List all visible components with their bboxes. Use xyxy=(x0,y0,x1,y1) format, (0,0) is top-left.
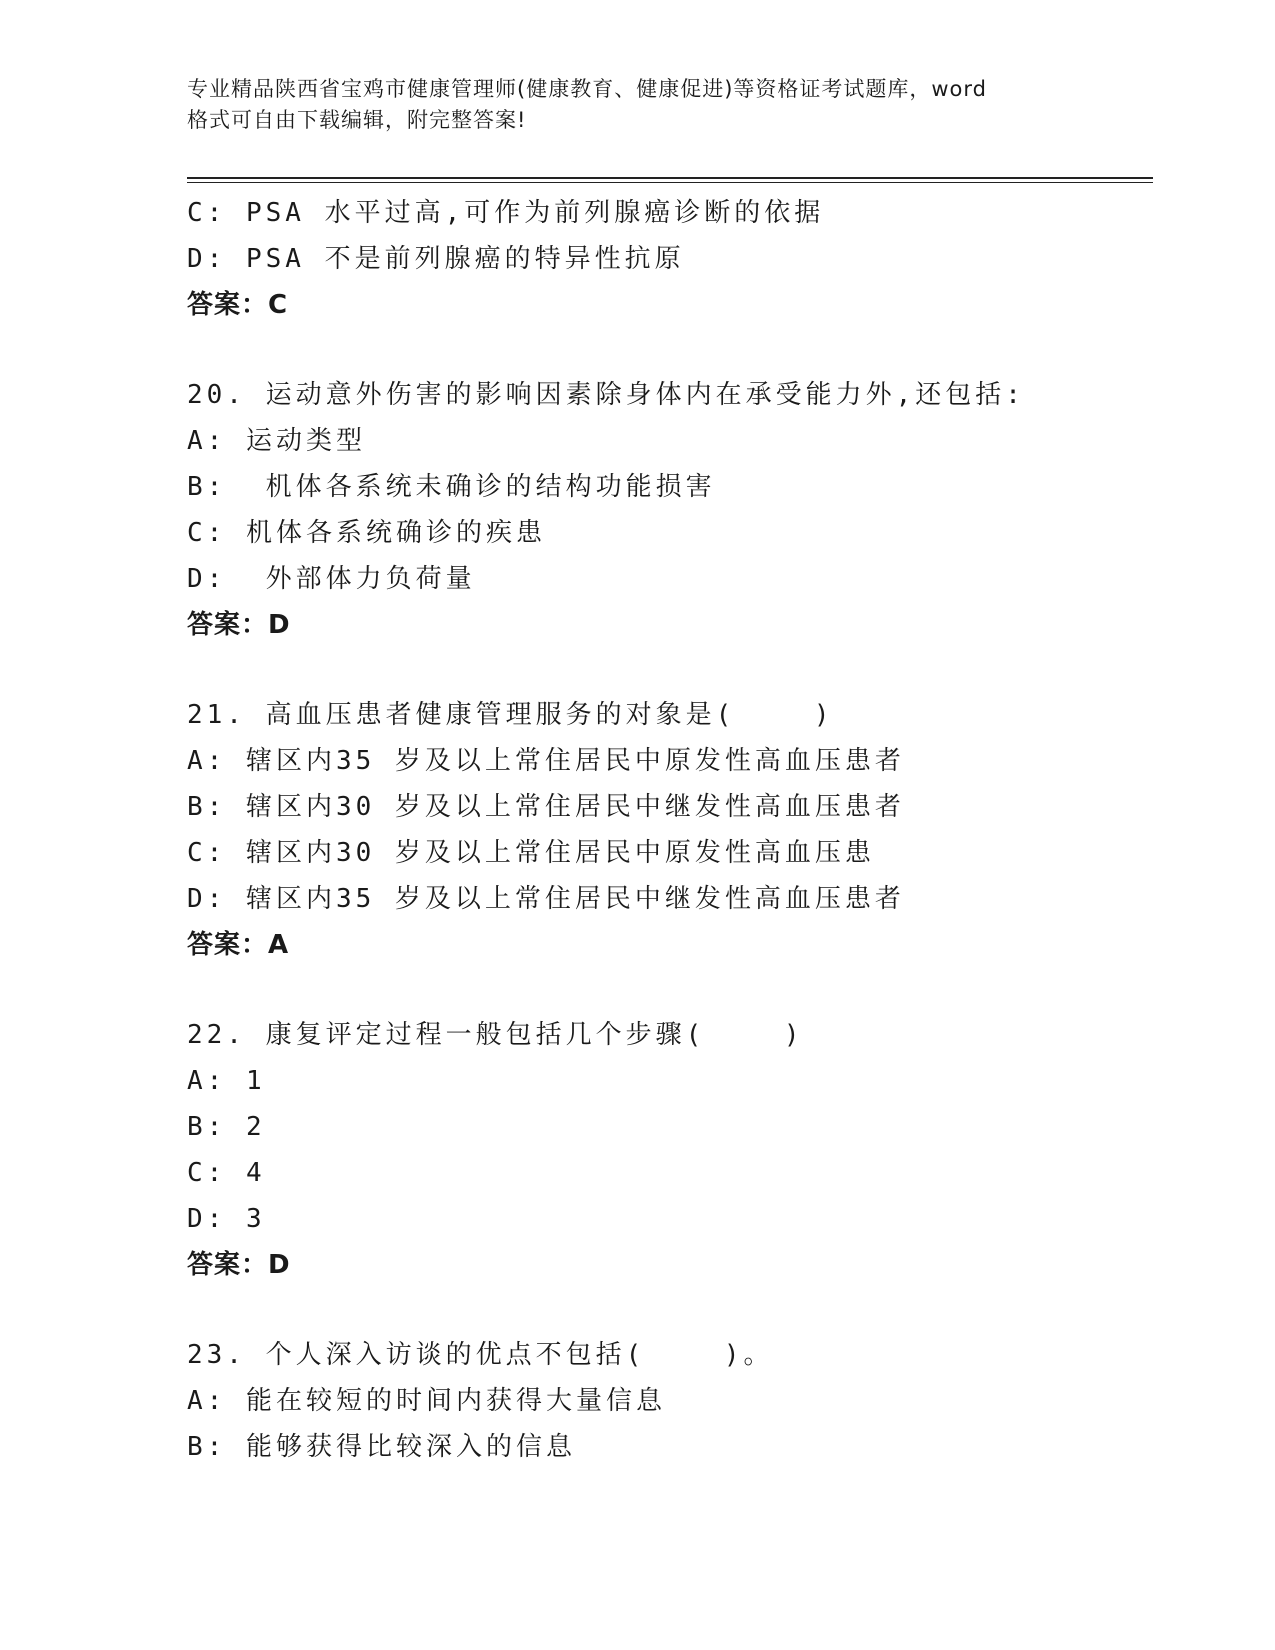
option-a: A: 1 xyxy=(187,1066,266,1096)
question-23 xyxy=(187,1332,1147,1470)
document-header xyxy=(187,74,1097,136)
option-c: C: PSA 水平过高,可作为前列腺癌诊断的依据 xyxy=(187,198,825,228)
question-19-continued xyxy=(187,190,1147,328)
header-rule-thin xyxy=(187,182,1153,183)
question-list xyxy=(187,190,1147,1470)
header-line-2: 格式可自由下载编辑，附完整答案! xyxy=(187,108,527,132)
question-stem: 22. 康复评定过程一般包括几个步骤( ) xyxy=(187,1020,804,1050)
question-stem: 21. 高血压患者健康管理服务的对象是( ) xyxy=(187,700,834,730)
answer-line: 答案：D xyxy=(187,610,291,640)
question-stem: 20. 运动意外伤害的影响因素除身体内在承受能力外,还包括: xyxy=(187,380,1025,410)
option-d: D: 3 xyxy=(187,1204,266,1234)
answer-line: 答案：A xyxy=(187,930,290,960)
option-c: C: 机体各系统确诊的疾患 xyxy=(187,518,546,548)
question-22 xyxy=(187,1012,1147,1288)
spacer xyxy=(187,328,1147,372)
spacer xyxy=(187,968,1147,1012)
header-line-1: 专业精品陕西省宝鸡市健康管理师(健康教育、健康促进)等资格证考试题库，word xyxy=(187,77,988,101)
question-stem: 23. 个人深入访谈的优点不包括( )。 xyxy=(187,1340,774,1370)
header-rule-thick xyxy=(187,177,1153,179)
option-a: A: 辖区内35 岁及以上常住居民中原发性高血压患者 xyxy=(187,746,905,776)
spacer xyxy=(187,1288,1147,1332)
question-21 xyxy=(187,692,1147,968)
answer-line: 答案：D xyxy=(187,1250,291,1280)
spacer xyxy=(187,648,1147,692)
option-b: B: 2 xyxy=(187,1112,266,1142)
option-c: C: 4 xyxy=(187,1158,266,1188)
answer-line: 答案：C xyxy=(187,290,289,320)
option-a: A: 能在较短的时间内获得大量信息 xyxy=(187,1386,666,1416)
option-c: C: 辖区内30 岁及以上常住居民中原发性高血压患 xyxy=(187,838,875,868)
option-b: B: 能够获得比较深入的信息 xyxy=(187,1432,576,1462)
option-d: D: 辖区内35 岁及以上常住居民中继发性高血压患者 xyxy=(187,884,905,914)
option-b: B: 辖区内30 岁及以上常住居民中继发性高血压患者 xyxy=(187,792,905,822)
option-b: B: 机体各系统未确诊的结构功能损害 xyxy=(187,472,716,502)
option-a: A: 运动类型 xyxy=(187,426,366,456)
option-d: D: PSA 不是前列腺癌的特异性抗原 xyxy=(187,244,685,274)
option-d: D: 外部体力负荷量 xyxy=(187,564,476,594)
question-20 xyxy=(187,372,1147,648)
